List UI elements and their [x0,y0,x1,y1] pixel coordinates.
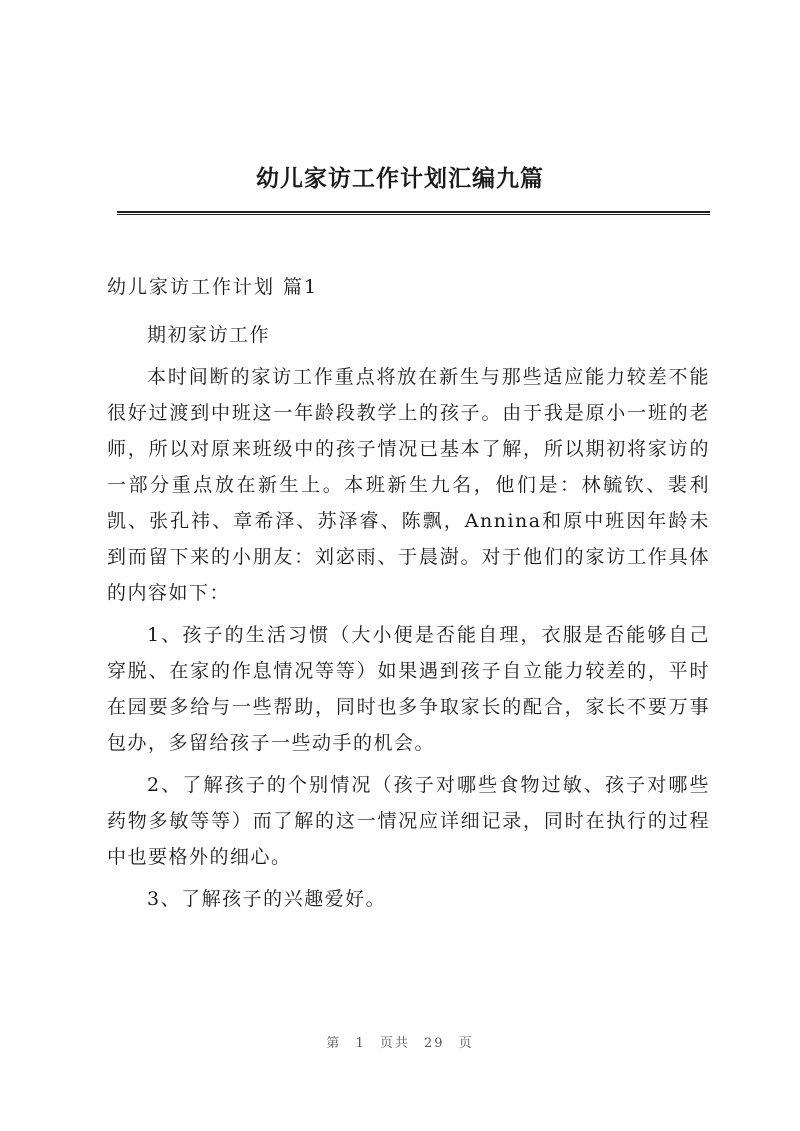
paragraph: 本时间断的家访工作重点将放在新生与那些适应能力较差不能很好过渡到中班这一年龄段教学上的孩子。由于我是原小一班的老师，所以对原来班级中的孩子情况已基本了解，所以期初将家访的一部分重点放在新生上。本班新生九名，他们是：林毓钦、裴利凯、张孔祎、章希泽、苏泽睿、陈飘，Annina和原中班因年龄未到而留下来的小朋友：刘宓雨、于晨澍。对于他们的家访工作具体的内容如下： [107,366,710,604]
paragraph: 2、了解孩子的个别情况（孩子对哪些食物过敏、孩子对哪些药物多敏等等）而了解的这一情况应详细记录，同时在执行的过程中也要格外的细心。 [107,774,710,868]
page-number: 1 [355,1036,366,1051]
page-label-mid: 页共 [379,1036,410,1051]
document-body [107,266,710,917]
page-label-prefix: 第 [326,1036,342,1051]
title-divider [117,211,710,215]
total-pages: 29 [424,1036,445,1051]
page-title: 幼儿家访工作计划汇编九篇 [256,165,544,192]
subheading: 期初家访工作 [147,324,271,346]
paragraph: 1、孩子的生活习惯（大小便是否能自理，衣服是否能够自己穿脱、在家的作息情况等等）如果遇到孩子自立能力较差的，平时在园要多给与一些帮助，同时也多争取家长的配合，家长不要万事包办，多留给孩子一些动手的机会。 [107,624,710,754]
paragraph: 3、了解孩子的兴趣爱好。 [147,888,387,910]
page-label-suffix: 页 [458,1036,474,1051]
section-heading: 幼儿家访工作计划 篇1 [107,276,319,298]
page-footer [0,1032,800,1051]
